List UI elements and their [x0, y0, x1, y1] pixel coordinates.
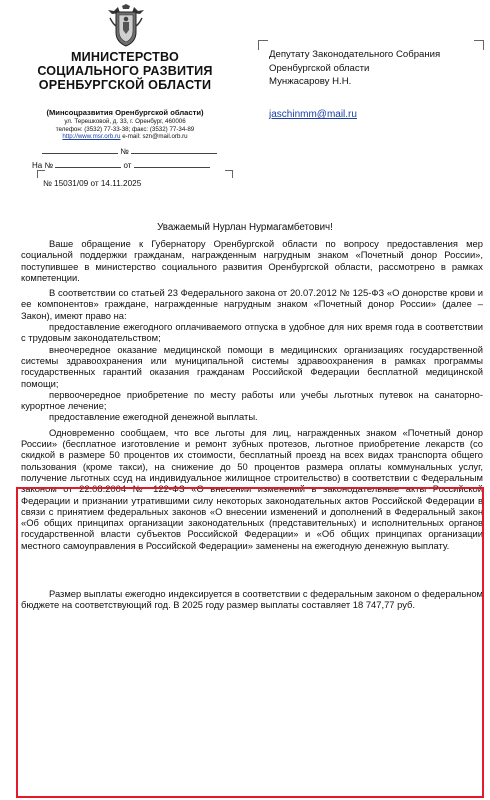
body-paragraph: Одновременно сообщаем, что все льготы для лиц, награжденных знаком «Почетный донор России» (бесплатное изготовление и ремонт зубных протезов, льготное приобретение лекарств (со скидкой в размере 50 процентов их стоимости, бесплатный проезд на всех видах транспорта общего пользования (кроме такси), на снижение до 50 процентов размера оплаты коммунальных услуг, получение льготных ссуд на индивидуальное жилищное строительство) в соответствии с Федеральным законом от 22.08.2004 № 122-ФЗ «О внесении изменений в законодательные акты Российской Федерации и признании утратившими силу некоторых законодательных актов Российской Федерации в связи с принятием федеральных законов «О внесении изменений и дополнений в Федеральный закон «Об общих принципах организации законодательных (представительных) и исполнительных органов государственной власти субъектов Российской Федерации» и «Об общих принципах организации местного самоуправления в Российской Федерации» заменены на ежегодную денежную выплату.	[21, 426, 483, 551]
highlight-frame	[16, 487, 484, 798]
body-paragraph: Ваше обращение к Губернатору Оренбургской области по вопросу предоставления мер социальной поддержки гражданам, награжденным нагрудным знаком «Почетный донор России», поступившее в министерство социального развития Оренбургской области, рассмотрено в рамках компетенции.	[21, 238, 483, 283]
ministry-name-line: СОЦИАЛЬНОГО РАЗВИТИЯ	[37, 64, 213, 78]
registration-line-1	[42, 144, 217, 157]
outgoing-number: № 15031/09 от 14.11.2025	[43, 179, 142, 188]
date-field-corner	[37, 170, 45, 178]
incoming-ref-label: На №	[32, 161, 54, 170]
date-field-corner	[225, 170, 233, 178]
coat-of-arms-icon	[104, 4, 148, 48]
ministry-address: ул. Терешковой, д. 33, г. Оренбург, 460006	[64, 118, 186, 125]
registration-line-2	[32, 158, 210, 171]
body-paragraph: предоставление ежегодной денежной выплаты.	[49, 411, 258, 423]
addressee-line: Оренбургской области	[269, 62, 370, 74]
incoming-date-label: от	[123, 161, 132, 170]
ministry-email: e-mail: szn@mail.orb.ru	[122, 133, 188, 141]
body-paragraph: Размер выплаты ежегодно индексируется в соответствии с федеральным законом о федеральном бюджете на соответствующий год. В 2025 году размер выплаты составляет 18 747,77 руб.	[21, 588, 483, 611]
addressee-block	[269, 48, 479, 89]
registration-number-sign: №	[120, 147, 129, 156]
ministry-short-name: (Минсоцразвития Оренбургской области)	[46, 108, 204, 117]
ministry-name	[20, 50, 230, 92]
ministry-website-link[interactable]: http://www.msr.orb.ru	[62, 133, 121, 141]
addressee-line: Депутату Законодательного Собрания	[269, 49, 441, 60]
addressee-email-link[interactable]: jaschinmm@mail.ru	[269, 109, 357, 120]
body-paragraph: В соответствии со статьей 23 Федерального закона от 20.07.2012 № 125-ФЗ «О донорстве крови и ее компонентов» граждане, награжденные нагрудным знаком «Почетный донор России» (далее – Закон), имеют право на:	[21, 287, 483, 321]
body-paragraph: предоставление ежегодного оплачиваемого отпуска в удобное для них время года в соответствии с трудовым законодательством;	[21, 321, 483, 344]
ministry-name-line: МИНИСТЕРСТВО	[70, 50, 180, 64]
ministry-name-line: ОРЕНБУРГСКОЙ ОБЛАСТИ	[38, 78, 212, 92]
ministry-contacts	[20, 118, 230, 141]
salutation: Уважаемый Нурлан Нурмагамбетович!	[157, 222, 333, 233]
ministry-phones: телефон: (3532) 77-33-38; факс: (3532) 77-34-89	[55, 125, 195, 133]
address-corner	[258, 40, 268, 50]
body-paragraph: первоочередное приобретение по месту работы или учебы льготных путевок на санаторно-курортное лечение;	[21, 388, 483, 412]
addressee-line: Мунжасарову Н.Н.	[269, 76, 352, 88]
body-paragraph: внеочередное оказание медицинской помощи в медицинских организациях государственной системы здравоохранения или муниципальной системы здравоохранения в рамках программы государственных гарантий оказания гражданам Российской Федерации бесплатной медицинской помощи;	[21, 343, 483, 389]
